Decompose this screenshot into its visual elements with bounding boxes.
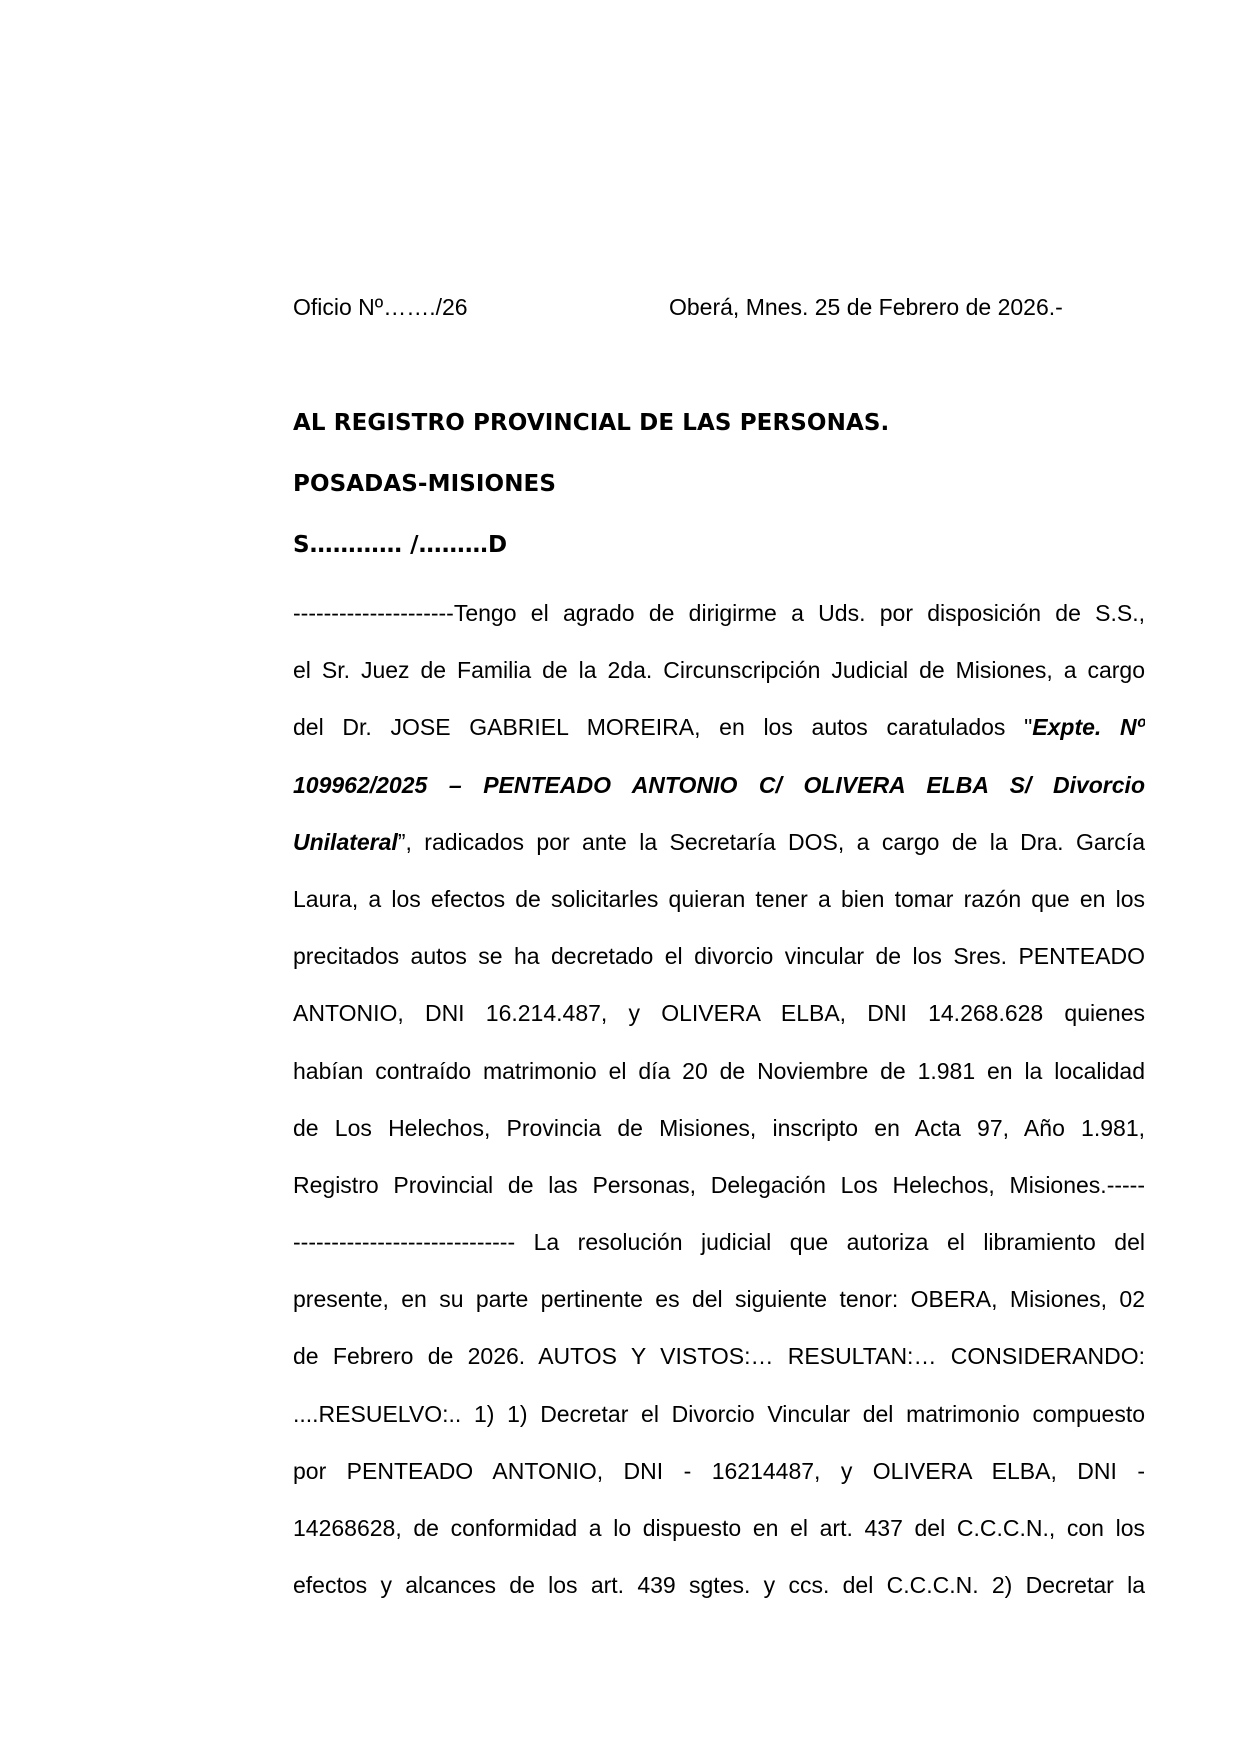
case-reference: Expte. Nº xyxy=(1032,714,1145,741)
body-line: del Dr. JOSE GABRIEL MOREIRA, en los autos caratulados "Expte. Nº xyxy=(293,714,1145,741)
case-title: 109962/2025 – PENTEADO ANTONIO C/ OLIVERA ELBA S/ Divorcio xyxy=(293,771,1145,798)
body-line: efectos y alcances de los art. 439 sgtes. y ccs. del C.C.C.N. 2) Decretar la xyxy=(293,1572,1145,1599)
addressee-line-1: AL REGISTRO PROVINCIAL DE LAS PERSONAS. xyxy=(293,410,890,436)
body-line: por PENTEADO ANTONIO, DNI - 16214487, y OLIVERA ELBA, DNI - xyxy=(293,1457,1145,1484)
body-line: habían contraído matrimonio el día 20 de Noviembre de 1.981 en la localidad xyxy=(293,1057,1145,1084)
body-line: presente, en su parte pertinente es del siguiente tenor: OBERA, Misiones, 02 xyxy=(293,1286,1145,1313)
body-line: Laura, a los efectos de solicitarles quieran tener a bien tomar razón que en los xyxy=(293,885,1145,912)
place-and-date: Oberá, Mnes. 25 de Febrero de 2026.- xyxy=(669,294,1063,320)
letter-header xyxy=(293,289,1145,325)
body-line: precitados autos se ha decretado el divorcio vincular de los Sres. PENTEADO xyxy=(293,943,1145,970)
body-line: ANTONIO, DNI 16.214.487, y OLIVERA ELBA, DNI 14.268.628 quienes xyxy=(293,1000,1145,1027)
body-line: el Sr. Juez de Familia de la 2da. Circunscripción Judicial de Misiones, a cargo xyxy=(293,657,1145,684)
body-line: ....RESUELVO:.. 1) 1) Decretar el Divorcio Vincular del matrimonio compuesto xyxy=(293,1400,1145,1427)
body-line: ----------------------------- La resolución judicial que autoriza el libramiento del xyxy=(293,1229,1145,1256)
case-title-end: Unilateral xyxy=(293,828,398,855)
body-line: 14268628, de conformidad a lo dispuesto en el art. 437 del C.C.C.N., con los xyxy=(293,1515,1145,1541)
body-line: ---------------------Tengo el agrado de dirigirme a Uds. por disposición de S.S., xyxy=(293,600,1145,626)
body-line xyxy=(293,757,1145,814)
salutation-line: S………… /………D xyxy=(293,532,508,558)
addressee-line-2: POSADAS-MISIONES xyxy=(293,471,557,497)
body-line: de Febrero de 2026. AUTOS Y VISTOS:… RESULTAN:… CONSIDERANDO: xyxy=(293,1343,1145,1370)
letter-body xyxy=(293,585,1145,1614)
body-line: de Los Helechos, Provincia de Misiones, inscripto en Acta 97, Año 1.981, xyxy=(293,1114,1145,1141)
oficio-number: Oficio Nº……./26 xyxy=(293,294,468,320)
body-line: Unilateral”, radicados por ante la Secretaría DOS, a cargo de la Dra. García xyxy=(293,828,1145,855)
body-line: Registro Provincial de las Personas, Delegación Los Helechos, Misiones.----- xyxy=(293,1171,1145,1198)
